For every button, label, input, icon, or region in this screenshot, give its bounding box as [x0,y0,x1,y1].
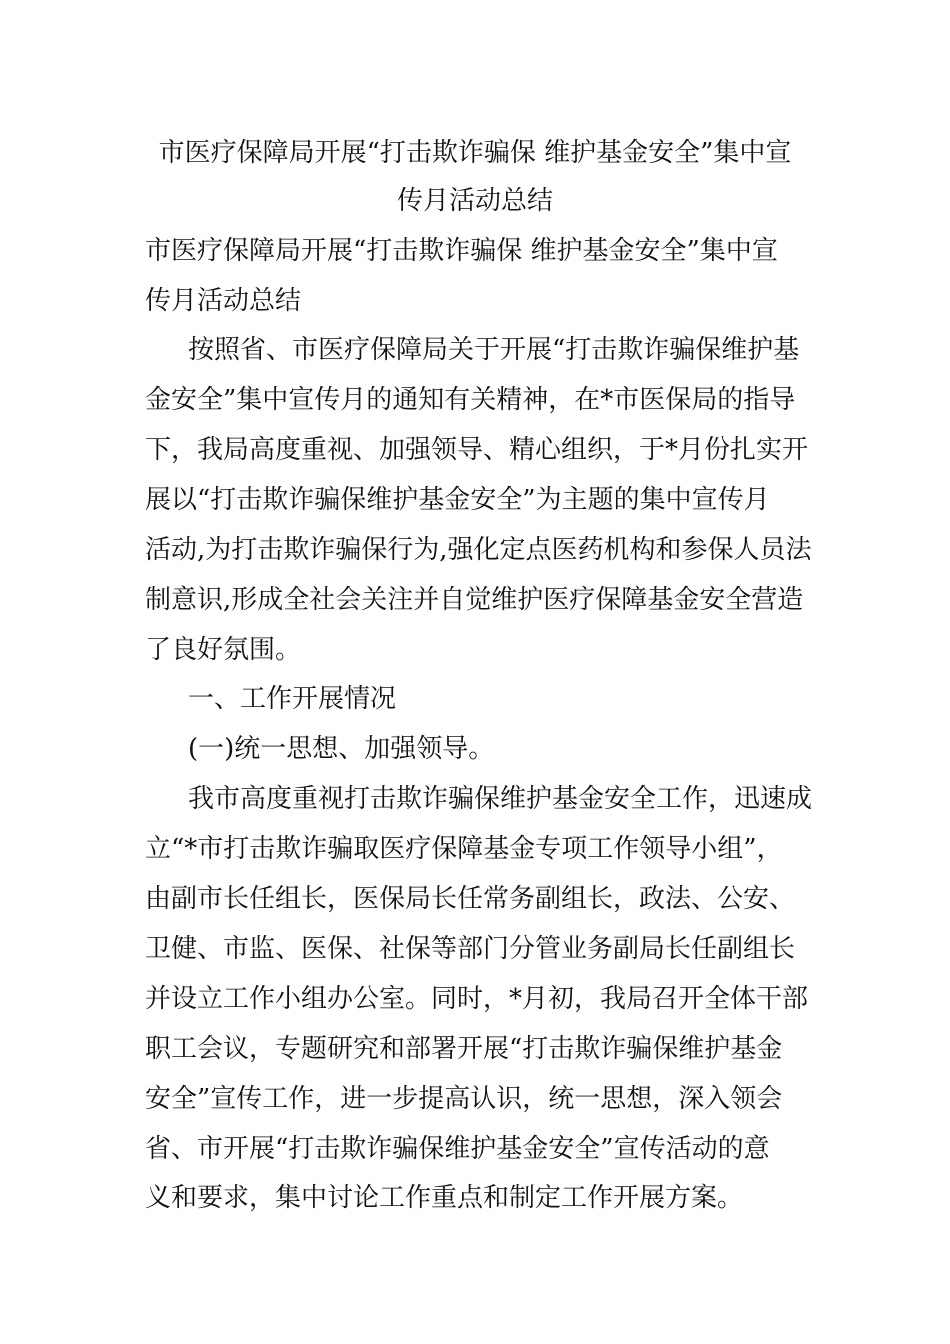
body-line: 活动,为打击欺诈骗保行为,强化定点医药机构和参保人员法 [145,535,812,565]
body-line: 制意识,形成全社会关注并自觉维护医疗保障基金安全营造 [145,585,804,615]
subsection-heading: (一)统一思想、加强领导。 [188,734,495,764]
body-line: 我市高度重视打击欺诈骗保维护基金安全工作，迅速成 [188,784,813,814]
body-line: 由副市长任组长，医保局长任常务副组长，政法、公安、 [145,884,796,914]
body-line: 省、市开展“打击欺诈骗保维护基金安全”宣传活动的意 [145,1134,770,1164]
body-line: 立“*市打击欺诈骗取医疗保障基金专项工作领导小组”， [145,834,783,864]
body-line: 金安全”集中宣传月的通知有关精神，在*市医保局的指导 [145,385,796,415]
body-line: 市医疗保障局开展“打击欺诈骗保 维护基金安全”集中宣 [145,236,778,266]
section-heading: 一、工作开展情况 [188,684,397,714]
body-line: 职工会议，专题研究和部署开展“打击欺诈骗保维护基金 [145,1034,783,1064]
body-line: 并设立工作小组办公室。同时，*月初，我局召开全体干部 [145,984,809,1014]
body-line: 展以“打击欺诈骗保维护基金安全”为主题的集中宣传月 [145,485,770,515]
body-line: 传月活动总结 [145,286,302,316]
body-line: 按照省、市医疗保障局关于开展“打击欺诈骗保维护基 [188,335,800,365]
document-title-line-1: 市医疗保障局开展“打击欺诈骗保 维护基金安全”集中宣 [158,138,792,168]
body-line: 卫健、市监、医保、社保等部门分管业务副局长任副组长 [145,934,796,964]
body-line: 义和要求，集中讨论工作重点和制定工作开展方案。 [145,1183,744,1213]
document-title-line-2: 传月活动总结 [396,186,553,216]
body-line: 了良好氛围。 [145,635,302,665]
body-line: 安全”宣传工作，进一步提高认识，统一思想，深入领会 [145,1084,783,1114]
body-line: 下，我局高度重视、加强领导、精心组织，于*月份扎实开 [145,435,809,465]
